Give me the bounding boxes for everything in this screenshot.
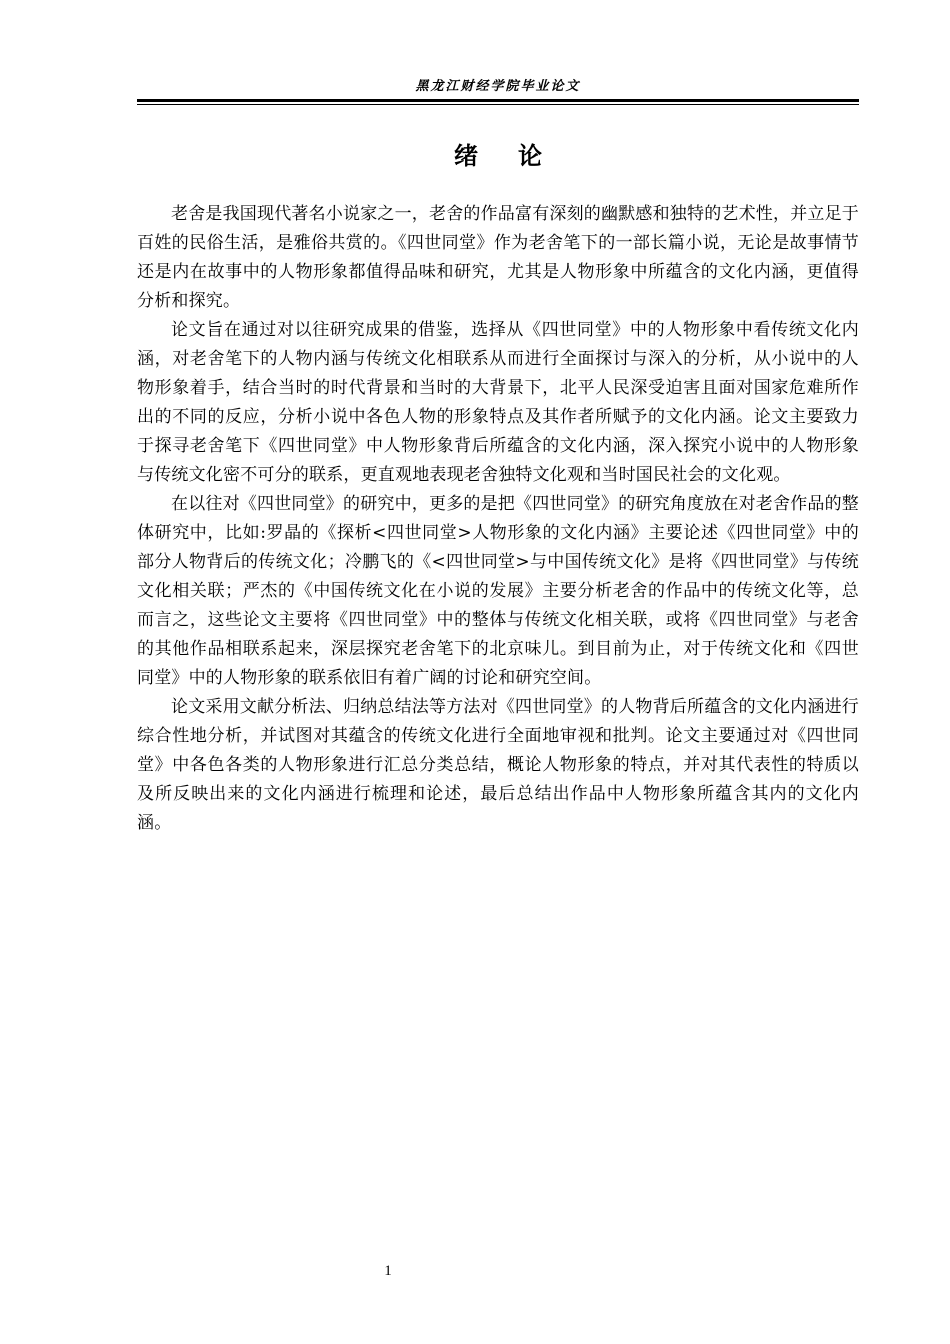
running-header-title: 黑龙江财经学院毕业论文 (415, 79, 581, 94)
paragraph-3: 在以往对《四世同堂》的研究中，更多的是把《四世同堂》的研究角度放在对老舍作品的整体研究中，比如:罗晶的《探析<四世同堂>人物形象的文化内涵》主要论述《四世同堂》中的部分人物背后的传统文化；冷鹏飞的《<四世同堂>与中国传统文化》是将《四世同堂》与传统文化相关联；严杰的《中国传统文化在小说的发展》主要分析老舍的作品中的传统文化等，总而言之，这些论文主要将《四世同堂》中的整体与传统文化相关联，或将《四世同堂》与老舍的其他作品相联系起来，深层探究老舍笔下的北京味儿。到目前为止，对于传统文化和《四世同堂》中的人物形象的联系依旧有着广阔的讨论和研究空间。 (137, 494, 859, 688)
header-rule-thick (137, 99, 859, 102)
chapter-title: 绪论 (454, 142, 582, 170)
page-number: 1 (384, 1263, 392, 1279)
paragraph-4: 论文采用文献分析法、归纳总结法等方法对《四世同堂》的人物背后所蕴含的文化内涵进行综合性地分析，并试图对其蕴含的传统文化进行全面地审视和批判。论文主要通过对《四世同堂》中各色各类的人物形象进行汇总分类总结，概论人物形象的特点，并对其代表性的特质以及所反映出来的文化内涵进行梳理和论述，最后总结出作品中人物形象所蕴含其内的文化内涵。 (137, 697, 859, 833)
header-rule-thin (137, 104, 859, 105)
paragraph-1: 老舍是我国现代著名小说家之一，老舍的作品富有深刻的幽默感和独特的艺术性，并立足于百姓的民俗生活，是雅俗共赏的。《四世同堂》作为老舍笔下的一部长篇小说，无论是故事情节还是内在故事中的人物形象都值得品味和研究，尤其是人物形象中所蕴含的文化内涵，更值得分析和探究。 (137, 204, 859, 311)
body-text (137, 200, 859, 838)
paragraph-2: 论文旨在通过对以往研究成果的借鉴，选择从《四世同堂》中的人物形象中看传统文化内涵，对老舍笔下的人物内涵与传统文化相联系从而进行全面探讨与深入的分析，从小说中的人物形象着手，结合当时的时代背景和当时的大背景下，北平人民深受迫害且面对国家危难所作出的不同的反应，分析小说中各色人物的形象特点及其作者所赋予的文化内涵。论文主要致力于探寻老舍笔下《四世同堂》中人物形象背后所蕴含的文化内涵，深入探究小说中的人物形象与传统文化密不可分的联系，更直观地表现老舍独特文化观和当时国民社会的文化观。 (137, 320, 859, 485)
